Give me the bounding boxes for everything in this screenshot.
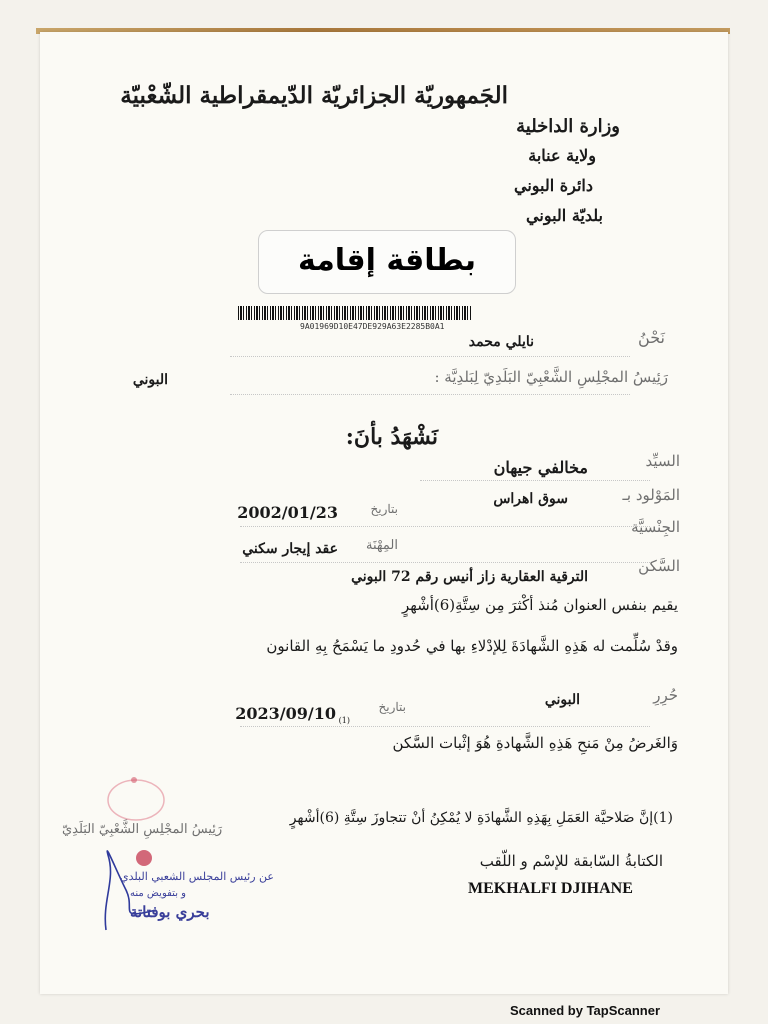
seal-dot xyxy=(131,777,137,783)
prior-name-label: الكتابةُ السّابقة للإسْم و اللّقب xyxy=(479,852,663,870)
issued-label: حُرِرِ xyxy=(653,686,678,704)
nationality-label: الجِنْسيَّة xyxy=(631,518,680,536)
stamp-name: بحري بوفتاتة xyxy=(130,903,210,921)
statement-delivery: وقدْ سُلِّمت له هَذِهِ الشَّهادَةَ لِلإدْلاءِ بها في حُدودِ ما يَسْمَحُ بِهِ القانون xyxy=(266,637,678,655)
dotted-line xyxy=(240,562,650,563)
title-box xyxy=(258,230,516,294)
birthdate: 2002/01/23 xyxy=(237,503,338,522)
stamp-line-1: عن رئيس المجلس الشعبي البلدي xyxy=(120,870,274,883)
barcode xyxy=(238,306,472,320)
born-label: المَوْلود بـ xyxy=(622,486,680,504)
birth-date-label: بتاريخ xyxy=(370,502,398,516)
address: الترقية العقارية زاز أنيس رقم 72 البوني xyxy=(351,569,588,585)
republic-heading: الجَمهوريّة الجزائريّة الدّيمقراطية الشّعْبيّة xyxy=(120,82,508,109)
barcode-text: 9A01969D10E47DE929A63E2285B0A1 xyxy=(300,322,445,331)
dotted-line xyxy=(240,526,650,527)
daira-line: دائرة البوني xyxy=(513,176,593,195)
president-label: رَئِيسُ المجْلِسِ الشَّعْبِيّ البَلَدِيّ لِبَلدِيَّة : xyxy=(434,368,668,386)
birthplace: سوق اهراس xyxy=(493,491,568,507)
dotted-line xyxy=(230,394,630,395)
commune-line: بلديّة البوني xyxy=(526,206,603,225)
document-title: بطاقة إقامة xyxy=(298,243,476,278)
seal-mark xyxy=(136,850,152,866)
president-signature-label: رَئِيسُ المجْلِسِ الشَّعْبِيّ البَلَدِيّ xyxy=(62,822,223,837)
latin-name: MEKHALFI DJIHANE xyxy=(468,880,633,897)
issued-place: البوني xyxy=(544,692,580,708)
seal-ring xyxy=(108,780,164,820)
scanner-footer: Scanned by TapScanner xyxy=(510,1003,661,1018)
dotted-line xyxy=(420,480,650,481)
we-label: نَحْنُ xyxy=(638,328,665,347)
footnote-mark: (1) xyxy=(338,716,350,725)
profession: عقد إيجار سكني xyxy=(242,541,338,557)
validity-footnote: (1)إنَّ صَلاحيَّة العَمَلِ بِهَذِهِ الشَّهادَةِ لا يُمْكِنُ أنْ تتجاوزَ سِتَّةِ (6)أشْهرٍ xyxy=(289,810,673,826)
issuer-name: نايلي محمد xyxy=(468,334,534,350)
wilaya-line: ولاية عنابة xyxy=(528,146,596,165)
certify-heading: نَشْهَدُ بأنَ: xyxy=(345,424,438,450)
issuer-commune: البوني xyxy=(132,372,168,388)
issued-date: 2023/09/10 xyxy=(235,704,336,723)
ministry-line: وزارة الداخلية xyxy=(516,116,620,137)
mr-label: السيِّد xyxy=(645,452,680,470)
statement-residence: يقيم بنفس العنوان مُنذ أكْثرَ مِن سِتَّةِ(6)أشْهرٍ xyxy=(401,596,678,614)
person-name: مخالفي جيهان xyxy=(493,458,588,477)
dotted-line xyxy=(230,356,630,357)
dotted-line xyxy=(240,726,650,727)
profession-label: المِهْنَة xyxy=(366,538,398,553)
residence-label: السَّكن xyxy=(638,557,680,575)
purpose-line: وَالغَرضُ مِنْ مَنحِ هَذِهِ الشَّهادةِ هُوَ إثْبات السَّكن xyxy=(392,734,678,752)
stamp-line-2: و بتفويض منه xyxy=(130,888,186,899)
issued-date-label: بتاريخ xyxy=(378,700,406,714)
